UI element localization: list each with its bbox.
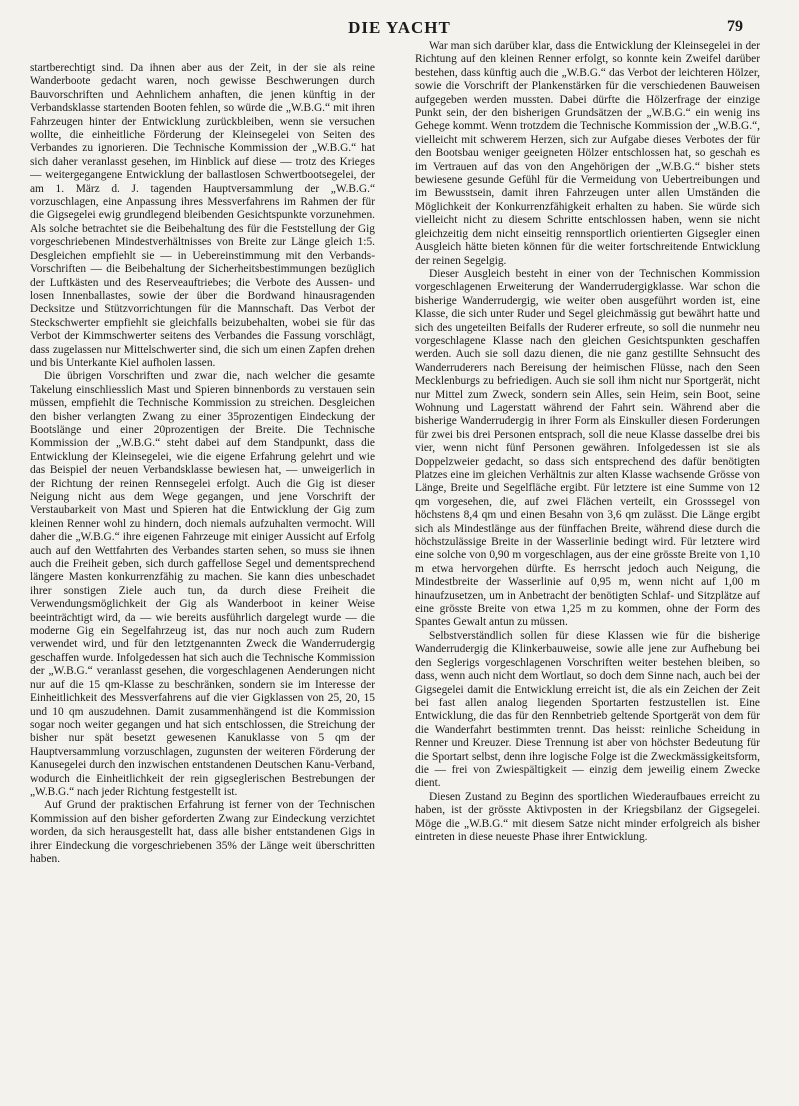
right-column [415, 40, 760, 844]
paragraph: startberechtigt sind. Da ihnen aber aus der Zeit, in der sie als reine Wanderboote gedacht waren, noch gewisse Beschwerungen durch Bauvorschriften und Aehnlichem anhaften, die jenen künftig in der Verbandsklasse startenden Booten fehlen, so würde die „W.B.G.“ mit ihren Fahrzeugen hinter der Entwicklung zurückbleiben, wenn sie versuchen wollte, die einheitliche Förderung der Kleinsegelei von Seiten des Verbandes zu ignorieren. Die Technische Kommission der „W.B.G.“ hat sich daher veranlasst gesehen, im Hinblick auf diese — trotz des Krieges — weitergegangene Entwicklung der ballastlosen Schwertbootsegelei, der am 1. März d. J. tagenden Hauptversammlung der „W.B.G.“ vorzuschlagen, eine Anpassung ihres Messverfahrens im Rahmen der für die Gigsegelei ewig grundlegend bleibenden Gesichtspunkte vorzunehmen. Als solche betrachtet sie die Beibehaltung des für die Feststellung der Gig vorgeschriebenen Mindestverhältnisses von Breite zur Länge gleich 1:5. Desgleichen empfiehlt sie — in Uebereinstimmung mit den Verbands-Vorschriften — die Beibehaltung der Sicherheitsbestimmungen bezüglich der Luftkästen und des Reserveauftriebes; die Verbote des Aussen- und losen Innenballastes, sowie der über die Bordwand hinausragenden Decksitze und Stützvorrichtungen für die Mannschaft. Das Verbot der Steckschwerter empfiehlt sie gleichfalls beizubehalten, wobei sie für das Verbot der Kimmschwerter seitens des Verbandes die Fassung vorschlägt, dass zugelassen nur Mittelschwerter sind, die sich um einen Zapfen drehen und bis Unterkante Kiel aufholen lassen. [30, 62, 375, 369]
paragraph: Auf Grund der praktischen Erfahrung ist ferner von der Technischen Kommission auf den bisher geforderten Zwang zur Eindeckung verzichtet worden, da sich herausgestellt hat, dass alle bisher entstandenen Gigs in ihrer Eindeckung die vorgeschriebenen 35% der Länge weit überschritten haben. [30, 799, 375, 865]
paragraph: Diesen Zustand zu Beginn des sportlichen Wiederaufbaues erreicht zu haben, ist der grösste Aktivposten in der Kriegsbilanz der Gigsegelei. Möge die „W.B.G.“ mit diesem Satze nicht minder erfolgreich als bisher eintreten in diese neueste Phase ihrer Entwicklung. [415, 790, 760, 843]
paragraph: Selbstverständlich sollen für diese Klassen wie für die bisherige Wanderrudergig die Klinkerbauweise, sowie alle jene zur Aufhebung bei den Seglerigs vorgeschlagenen Vorschriften weiter bestehen bleiben, so dass, wenn auch nicht dem Wortlaut, so doch dem Sinne nach, auch bei der Gigsegelei damit die Entwicklung erreicht ist, die als ein Zeichen der Zeit bei fast allen analog liegenden Sportarten festzustellen ist. Eine Entwicklung, die das für den Rennbetrieb geltende Sportgerät von dem für die Wanderfahrt bestimmten trennt. Das heisst: reinliche Scheidung in Renner und Kreuzer. Diese Trennung ist aber von höchster Bedeutung für die Sportart selbst, denn ihre logische Folge ist die Zweckmässigkeitsform, die — frei von Zwiespältigkeit — einzig dem jeweilig einem Zwecke dient. [415, 629, 760, 790]
paragraph: Die übrigen Vorschriften und zwar die, nach welcher die gesamte Takelung einschliesslich Mast und Spieren binnenbords zu verstauen sein müssen, empfiehlt die Technische Kommission zu streichen. Desgleichen den bisher verlangten Zwang zu einer 35prozentigen Eindeckung der Bootslänge und einer 20prozentigen der Breite. Die Technische Kommission der „W.B.G.“ steht dabei auf dem Standpunkt, dass die Entwicklung der Kleinsegelei, wie die eigene Erfahrung gelehrt und wie das Beispiel der neuen Verbandsklasse bewiesen hat, — unweigerlich in der Richtung der reinen Rennsegelei erfolgt. Auch die Gig ist dieser Neigung nicht aus dem Wege gegangen, und jene Vorschrift der Verstaubarkeit von Mast und Spieren hat die Entwicklung der Gig zum kleinen Renner wohl zu hindern, doch niemals aufzuhalten vermocht. Will daher die „W.B.G.“ ihre eigenen Fahrzeuge mit einiger Aussicht auf Erfolg auch auf den Wettfahrten des Verbandes starten sehen, so muss sie ihnen auch die Freiheit geben, sich durch gaffellose Segel und dementsprechend längere Masten konkurrenzfähig zu machen. Sie kann dies unbeschadet ihrer sonstigen Ziele auch tun, da durch diese Freiheit die Verwendungsmöglichkeit der Gig als Wanderboot in keiner Weise beeinträchtigt wird, da — wie bereits ausführlich dargelegt wurde — die moderne Gig ein Segelfahrzeug ist, das nur noch auch zum Rudern verwendet wird, und für den letztgenannten Zweck die Wanderrudergig geschaffen wurde. Infolgedessen hat sich auch die Technische Kommission der „W.B.G.“ veranlasst gesehen, die vorgeschlagenen Aenderungen nicht nur auf die 15 qm-Klasse zu beschränken, sondern sie im Interesse der Einheitlichkeit des Messverfahrens auf die vier Gigklassen von 25, 20, 15 und 10 qm auszudehnen. Damit zusammenhängend ist die Kommission sogar noch weiter gegangen und hat sich entschlossen, die Streichung der bisher nur spät besetzt gewesenen Kanuklasse von 5 qm der Hauptversammlung vorzuschlagen, zugunsten der weiteren Förderung der Kanusegelei durch den inzwischen entstandenen Deutschen Kanu-Verband, wodurch die Einheitlichkeit der rein gigseglerischen Bestrebungen der „W.B.G.“ nach jeder Richtung festgestellt ist. [30, 370, 375, 798]
page-number: 79 [727, 18, 743, 35]
running-header: DIE YACHT [348, 18, 451, 37]
paragraph: War man sich darüber klar, dass die Entwicklung der Kleinsegelei in der Richtung auf den kleinen Renner erfolgt, so konnte kein Zweifel darüber bestehen, dass künftig auch die „W.B.G.“ das Verbot der leichteren Hölzer, sowie die Vorschrift der Plankenstärken für die verschiedenen Bauweisen aufgegeben werden mussten. Dabei dürfte die Hölzerfrage der einzige Punkt sein, der den bisherigen Grundsätzen der „W.B.G.“ ein wenig ins Gehege kommt. Wenn trotzdem die Technische Kommission der „W.B.G.“, vielleicht mit schwerem Herzen, sich zur Aufgabe dieses Verbotes der für den Bootsbau weniger geeigneten Hölzer entschlossen hat, so geschah es im Vertrauen auf das von den Angehörigen der „W.B.G.“ bisher stets bewiesene gesunde Gefühl für die Vermeidung von Uebertreibungen und im Bewusstsein, damit ihren Fahrzeugen unter allen Umständen die Möglichkeit der Konkurrenzfähigkeit erhalten zu haben. Sie würde sich vielleicht nicht zu diesem Schritte entschlossen haben, wenn sie nicht gleichzeitig dem nicht einseitig rennsportlich orientierten Gigsegler einen Ausgleich hätte bieten können für die weiter fortschreitende Entwicklung der reinen Segelgig. [415, 40, 760, 267]
left-column [30, 62, 375, 866]
paragraph: Dieser Ausgleich besteht in einer von der Technischen Kommission vorgeschlagenen Erweiterung der Wanderrudergigklasse. War schon die bisherige Wanderrudergig, wie weiter oben ausgeführt worden ist, eine Klasse, die sich unter Ruder und Segel gleichmässig gut bewährt hatte und sich des ungeteilten Beifalls der Ruderer erfreute, so soll die nunmehr neu vorgeschlagene Klasse nach den gleichen Gesichtspunkten geschaffen werden. Auch sie soll dazu dienen, die nie ganz gestillte Sehnsucht des Wanderruderers nach Bereisung der heimischen Flüsse, nach den Seen Mecklenburgs zu befriedigen. Auch sie soll ihm nicht nur Sportgerät, nicht nur Mittel zum Zweck, sondern sein Alles, sein Heim, sein Boot, seine Wohnung und Lagerstatt während der Fahrt sein. Während aber die bisherige Wanderrudergig in ihrer Form als Einskuller diesen Forderungen für zwei bis drei Personen entsprach, soll die neue Klasse dasselbe drei bis vier, wenn nicht fünf Personen gewähren. Infolgedessen ist sie als Doppelzweier gedacht, so dass sich entsprechend des dafür benötigten Platzes eine im gleichen Verhältnis zur alten Klasse wachsende Grösse von Länge, Breite und Segelfläche ergibt. Für letztere ist eine Summe von 12 qm vorgesehen, die, auf zwei Flächen verteilt, ein Grosssegel von höchstens 8,4 qm und einen Besahn von 3,6 qm zulässt. Die Länge ergibt sich als Mindestlänge aus der fünffachen Breite, während diese durch die höchstzulässige Breite in der Wasserlinie bedingt wird. Für letztere wird eine solche von 0,90 m vorgeschlagen, aus der eine grösste Breite von 1,10 m etwa hervorgehen dürfte. Es herrscht jedoch auch Neigung, die Mindestbreite der Wasserlinie auf 0,95 m, wenn nicht auf 1,00 m hinaufzusetzen, um in Anbetracht der benötigten Schlaf- und Sitzplätze auf eine grösste Breite von etwa 1,25 m zu kommen, ohne der Form des Spantes Gewalt antun zu müssen. [415, 267, 760, 629]
